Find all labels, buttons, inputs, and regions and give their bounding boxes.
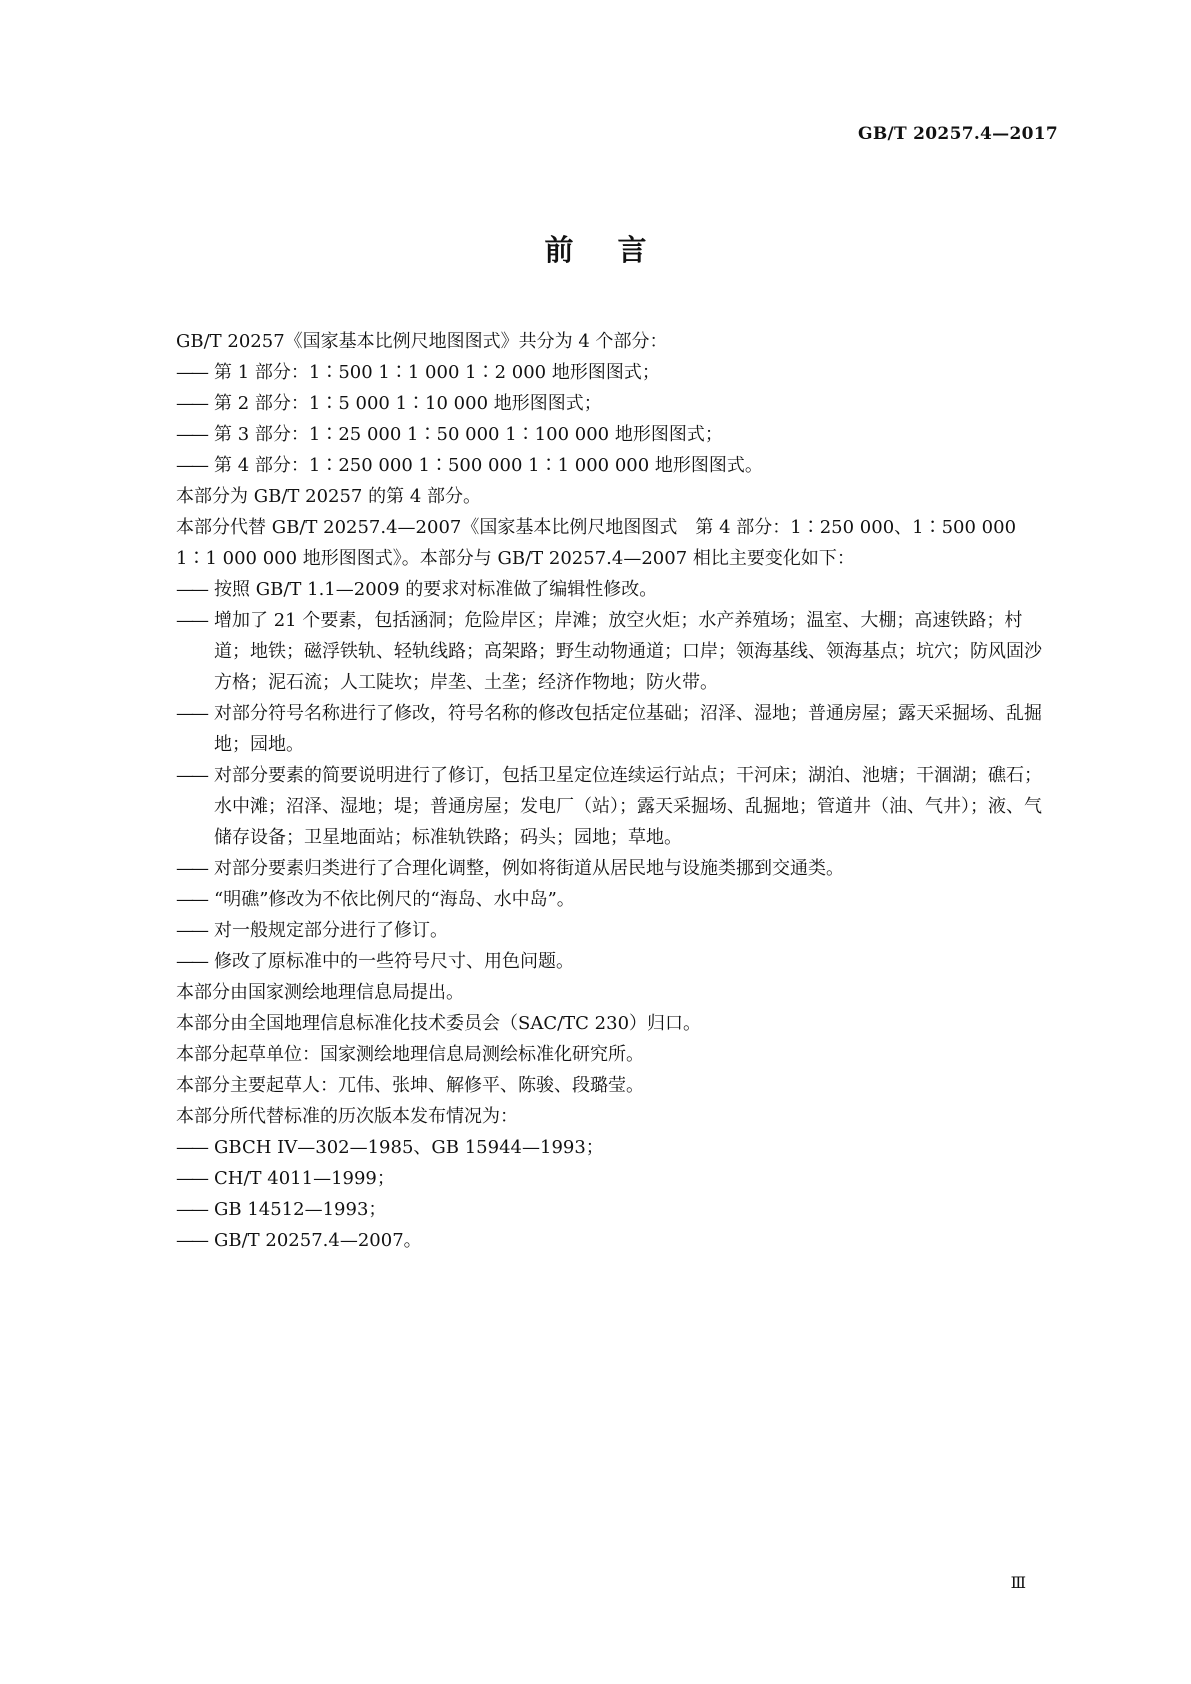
paragraph: 本部分起草单位：国家测绘地理信息局测绘标准化研究所。 (176, 1044, 644, 1065)
dash-item: ——对部分要素归类进行了合理化调整，例如将街道从居民地与设施类挪到交通类。 (176, 853, 1056, 884)
dash-item: ——按照 GB/T 1.1—2009 的要求对标准做了编辑性修改。 (176, 574, 1056, 605)
em-dash-marker (176, 884, 214, 915)
paragraph: 1∶1 000 000 地形图图式》。本部分与 GB/T 20257.4—2007 相比主要变化如下： (176, 548, 855, 569)
em-dash-marker (176, 760, 214, 791)
paragraph: 本部分由全国地理信息标准化技术委员会（SAC/TC 230）归口。 (176, 1013, 702, 1034)
em-dash-marker (176, 698, 214, 729)
dash-item: ——对部分符号名称进行了修改，符号名称的修改包括定位基础；沼泽、湿地；普通房屋；露天采掘场、乱掘地；园地。 (176, 698, 1056, 760)
dash-item: ——修改了原标准中的一些符号尺寸、用色问题。 (176, 946, 1056, 977)
em-dash-marker (176, 605, 214, 636)
standard-code-header: GB/T 20257.4—2017 (858, 124, 1058, 144)
em-dash-marker (176, 915, 214, 946)
em-dash-marker (176, 946, 214, 977)
dash-item: ——对一般规定部分进行了修订。 (176, 915, 1056, 946)
dash-item: ——对部分要素的简要说明进行了修订，包括卫星定位连续运行站点；干河床；湖泊、池塘；干涸湖；礁石；水中滩；沼泽、湿地；堤；普通房屋；发电厂（站）；露天采掘场、乱掘地；管道井（油、气井）；液、气储存设备；卫星地面站；标准轨铁路；码头；园地；草地。 (176, 760, 1056, 853)
foreword-body (176, 326, 1056, 1256)
dash-item: ——第 4 部分：1∶250 000 1∶500 000 1∶1 000 000 地形图图式。 (176, 450, 1056, 481)
paragraph: 本部分由国家测绘地理信息局提出。 (176, 982, 464, 1003)
dash-item: ——GBCH IV—302—1985、GB 15944—1993； (176, 1132, 1056, 1163)
em-dash-marker (176, 1225, 214, 1256)
dash-item: ——第 3 部分：1∶25 000 1∶50 000 1∶100 000 地形图图式； (176, 419, 1056, 450)
em-dash-marker (176, 853, 214, 884)
dash-item: ——增加了 21 个要素，包括涵洞；危险岸区；岸滩；放空火炬；水产养殖场；温室、大棚；高速铁路；村道；地铁；磁浮铁轨、轻轨线路；高架路；野生动物通道；口岸；领海基线、领海基点；坑穴；防风固沙方格；泥石流；人工陡坎；岸垄、土垄；经济作物地；防火带。 (176, 605, 1056, 698)
dash-item: ——“明礁”修改为不依比例尺的“海岛、水中岛”。 (176, 884, 1056, 915)
dash-item: ——第 2 部分：1∶5 000 1∶10 000 地形图图式； (176, 388, 1056, 419)
dash-item: ——CH/T 4011—1999； (176, 1163, 1056, 1194)
paragraph: 本部分主要起草人：兀伟、张坤、解修平、陈骏、段璐莹。 (176, 1075, 644, 1096)
page-number: Ⅲ (1010, 1573, 1026, 1592)
paragraph: GB/T 20257《国家基本比例尺地图图式》共分为 4 个部分： (176, 331, 668, 352)
paragraph: 本部分代替 GB/T 20257.4—2007《国家基本比例尺地图图式 第 4 部分：1∶250 000、1∶500 000 (176, 517, 1017, 538)
dash-item: ——GB 14512—1993； (176, 1194, 1056, 1225)
em-dash-marker (176, 357, 214, 388)
page-title: 前言 (544, 233, 691, 267)
em-dash-marker (176, 574, 214, 605)
em-dash-marker (176, 450, 214, 481)
paragraph: 本部分所代替标准的历次版本发布情况为： (176, 1106, 518, 1127)
em-dash-marker (176, 1132, 214, 1163)
em-dash-marker (176, 1163, 214, 1194)
dash-item: ——GB/T 20257.4—2007。 (176, 1225, 1056, 1256)
paragraph: 本部分为 GB/T 20257 的第 4 部分。 (176, 486, 481, 507)
em-dash-marker (176, 388, 214, 419)
em-dash-marker (176, 1194, 214, 1225)
dash-item: ——第 1 部分：1∶500 1∶1 000 1∶2 000 地形图图式； (176, 357, 1056, 388)
em-dash-marker (176, 419, 214, 450)
